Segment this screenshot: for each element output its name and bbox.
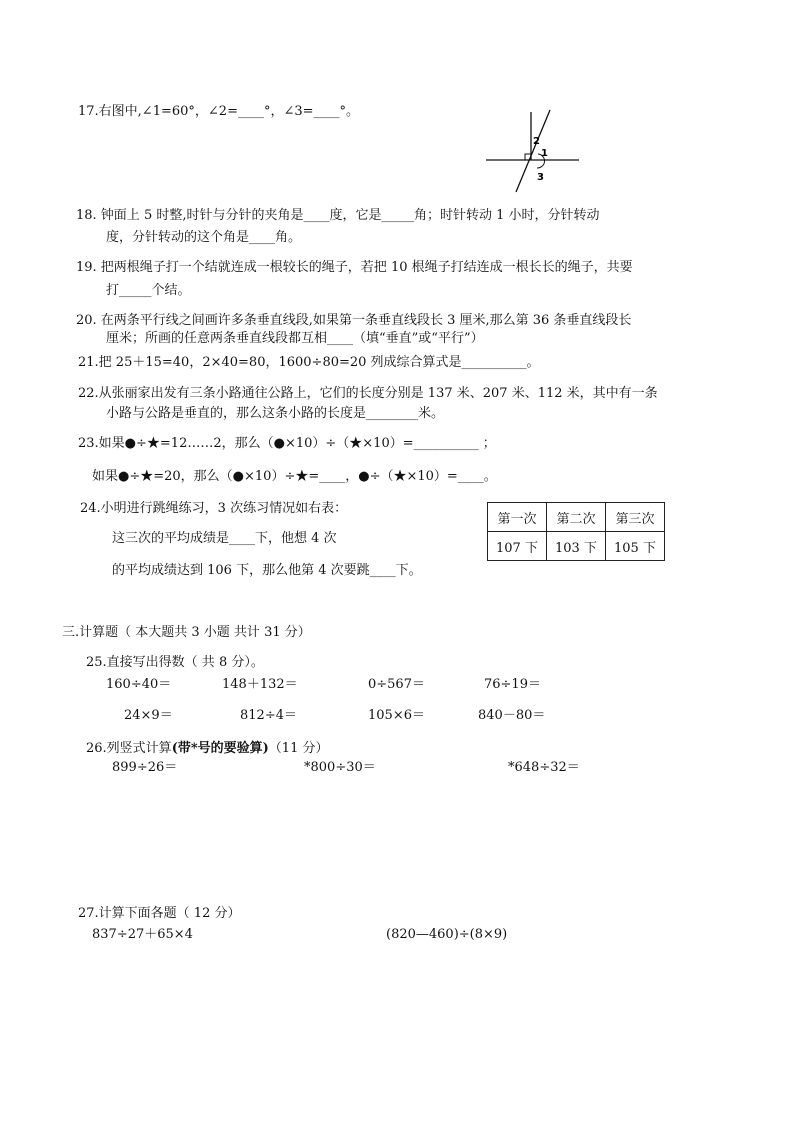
question-20-line2: 厘米；所画的任意两条垂直线段都互相____（填“垂直”或“平行”） <box>106 331 484 346</box>
table-cell: 107 下 <box>488 532 547 561</box>
calc-item: 24×9＝ <box>124 708 173 723</box>
question-26-title <box>86 741 328 757</box>
question-26-title-main: 26.列竖式计算 <box>86 741 172 756</box>
calc-item: 899÷26＝ <box>112 760 178 775</box>
calc-item: 837÷27＋65×4 <box>92 927 193 942</box>
section-3-heading: 三.计算题（ 本大题共 3 小题 共计 31 分） <box>62 625 311 640</box>
question-18-line1: 18. 钟面上 5 时整,时针与分针的夹角是____度，它是_____角；时针转动 1 小时，分针转动 <box>76 208 600 223</box>
calc-item: *648÷32＝ <box>508 760 580 775</box>
question-19-line2: 打_____个结。 <box>106 283 191 298</box>
question-19-line1: 19. 把两根绳子打一个结就连成一根较长的绳子，若把 10 根绳子打结连成一根长长的绳子，共要 <box>76 260 633 275</box>
table-header-cell: 第二次 <box>547 503 606 532</box>
angle-label-2: 2 <box>533 136 540 147</box>
question-17: 17.右图中,∠1=60°，∠2=____°，∠3=____°。 <box>78 104 360 119</box>
calc-item: 76÷19＝ <box>484 677 541 692</box>
calc-item: *800÷30＝ <box>304 760 376 775</box>
question-26-title-note: (带*号的要验算) <box>171 741 269 756</box>
angle-label-3: 3 <box>537 172 544 183</box>
calc-item: 160÷40＝ <box>106 677 172 692</box>
question-24-line1: 24.小明进行跳绳练习，3 次练习情况如右表： <box>80 501 348 516</box>
table-header-cell: 第三次 <box>606 503 665 532</box>
question-21: 21.把 25＋15=40，2×40=80，1600÷80=20 列成综合算式是__________。 <box>78 355 540 370</box>
question-22-line2: 小路与公路是垂直的，那么这条小路的长度是________米。 <box>106 406 445 421</box>
table-header-row <box>488 503 665 532</box>
table-cell: 105 下 <box>606 532 665 561</box>
question-24-line2: 这三次的平均成绩是____下，他想 4 次 <box>112 531 337 546</box>
question-20-line1: 20. 在两条平行线之间画许多条垂直线段,如果第一条垂直线段长 3 厘米,那么第 36 条垂直线段长 <box>76 313 632 328</box>
calc-item: 148＋132＝ <box>222 677 298 692</box>
angle-figure <box>484 106 584 196</box>
question-27-title: 27.计算下面各题（ 12 分） <box>78 906 241 921</box>
question-23-line1: 23.如果●÷★=12……2，那么（●×10）÷（★×10）=__________ ； <box>78 436 496 451</box>
table-row <box>488 532 665 561</box>
question-25-title: 25.直接写出得数（ 共 8 分）。 <box>86 655 264 670</box>
table-header-cell: 第一次 <box>488 503 547 532</box>
calc-item: (820—460)÷(8×9) <box>386 927 508 942</box>
calc-item: 840－80＝ <box>478 708 546 723</box>
question-22-line1: 22.从张丽家出发有三条小路通往公路上，它们的长度分别是 137 米、207 米、112 米，其中有一条 <box>78 386 658 401</box>
calc-item: 0÷567＝ <box>368 677 425 692</box>
calc-item: 105×6＝ <box>368 708 425 723</box>
table-cell: 103 下 <box>547 532 606 561</box>
question-18-line2: 度，分针转动的这个角是____角。 <box>106 230 302 245</box>
question-23-line2: 如果●÷★=20，那么（●×10）÷★=____，●÷（★×10）=____。 <box>92 469 497 484</box>
angle-label-1: 1 <box>541 148 548 159</box>
question-26-title-score: （11 分） <box>268 741 329 756</box>
question-24-line3: 的平均成绩达到 106 下，那么他第 4 次要跳____下。 <box>112 563 422 578</box>
jump-rope-table <box>487 502 665 561</box>
calc-item: 812÷4＝ <box>240 708 297 723</box>
